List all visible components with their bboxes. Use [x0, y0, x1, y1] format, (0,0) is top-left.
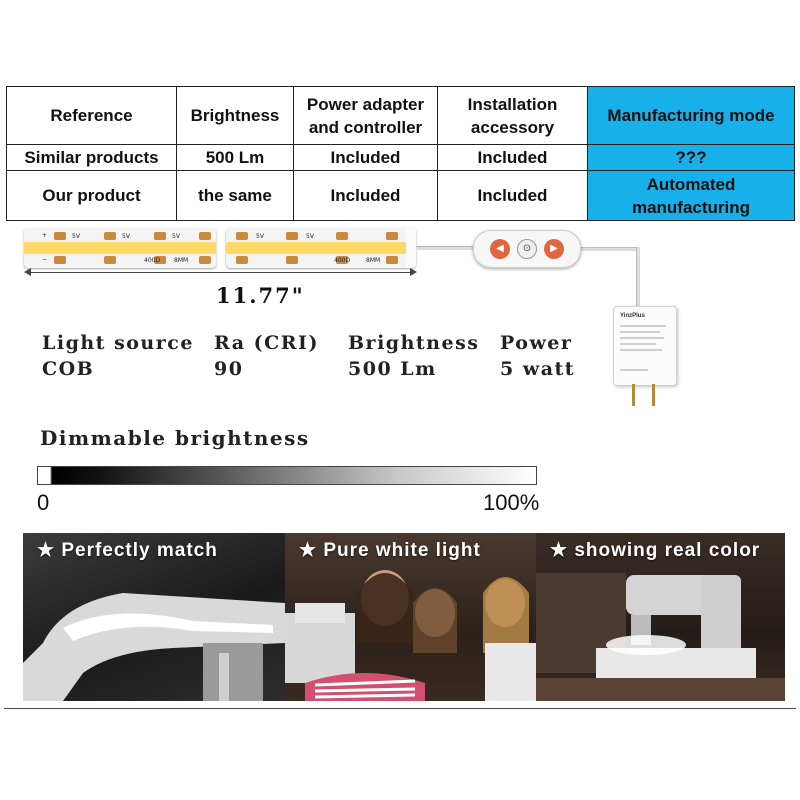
decrease-button[interactable]: ◀	[490, 239, 510, 259]
code-mark: 400D	[334, 257, 351, 264]
solder-pad	[199, 232, 211, 240]
voltage-mark: 5V	[172, 233, 180, 240]
bottom-divider	[4, 708, 796, 709]
solder-pad	[286, 256, 298, 264]
table-header-cell: Power adapter and controller	[294, 87, 438, 145]
solder-pad	[199, 256, 211, 264]
table-row	[7, 171, 795, 221]
arrow-left-icon	[24, 268, 31, 276]
arrow-right-icon	[410, 268, 417, 276]
voltage-mark: 5V	[306, 233, 314, 240]
photo-caption: showing real color	[574, 540, 761, 561]
table-cell: Automated manufacturing	[588, 171, 795, 221]
width-mark: 8MM	[366, 257, 381, 264]
solder-pad	[104, 256, 116, 264]
voltage-mark: 5V	[256, 233, 264, 240]
spec-value-cri: 90	[214, 358, 244, 380]
solder-pad	[104, 232, 116, 240]
table-cell: 500 Lm	[177, 145, 294, 171]
length-dimension-line	[28, 272, 414, 273]
voltage-mark: 5V	[72, 233, 80, 240]
solder-pad	[386, 256, 398, 264]
spec-label-light-source: Light source	[42, 332, 194, 354]
star-icon: ★	[299, 540, 318, 561]
strip-length: 11.77"	[216, 283, 305, 308]
spec-value-brightness: 500 Lm	[348, 358, 437, 380]
controller-cable	[579, 247, 637, 251]
brightness-gradient-bar	[37, 466, 537, 485]
plug-prong	[652, 384, 655, 406]
led-band	[226, 242, 416, 254]
label-line	[620, 331, 660, 333]
width-mark: 8MM	[174, 257, 189, 264]
table-cell: Included	[438, 145, 588, 171]
spec-label-brightness: Brightness	[348, 332, 480, 354]
table-cell: ???	[588, 145, 795, 171]
led-band	[24, 242, 216, 254]
strip-end-cap	[406, 228, 416, 268]
led-strip-segment	[226, 228, 416, 268]
power-adapter	[613, 306, 677, 386]
led-strip-segment	[24, 228, 216, 268]
label-line	[620, 325, 666, 327]
solder-pad	[54, 256, 66, 264]
table-cell: Included	[294, 145, 438, 171]
solder-pad	[386, 232, 398, 240]
star-icon: ★	[550, 540, 569, 561]
table-header-cell: Installation accessory	[438, 87, 588, 145]
label-line	[620, 343, 656, 345]
table-row	[7, 145, 795, 171]
plus-mark: +	[42, 232, 48, 239]
spec-value-light-source: COB	[42, 358, 95, 380]
strip-cable	[416, 246, 474, 250]
code-mark: 400D	[144, 257, 161, 264]
plug-prong	[632, 384, 635, 406]
photo-caption: Pure white light	[323, 540, 481, 561]
label-line	[620, 337, 664, 339]
photo-caption: Perfectly match	[61, 540, 218, 561]
adapter-brand: YinzPlus	[620, 313, 645, 319]
spec-value-power: 5 watt	[500, 358, 576, 380]
dimming-max-label: 100%	[483, 490, 540, 515]
solder-pad	[236, 232, 248, 240]
adapter-cable	[636, 247, 640, 307]
spec-label-cri: Ra (CRI)	[214, 332, 319, 354]
minus-mark: −	[42, 256, 48, 263]
solder-pad	[236, 256, 248, 264]
comparison-table	[6, 86, 795, 221]
voltage-mark: 5V	[122, 233, 130, 240]
dimming-min-label: 0	[37, 490, 50, 515]
table-cell: Our product	[7, 171, 177, 221]
table-header-cell: Brightness	[177, 87, 294, 145]
photo-pure-white-light	[285, 533, 536, 701]
table-header-cell: Reference	[7, 87, 177, 145]
dimmer-controller[interactable]	[473, 230, 581, 268]
table-header-cell: Manufacturing mode	[588, 87, 795, 145]
label-line	[620, 369, 648, 371]
star-icon: ★	[37, 540, 56, 561]
table-header-row	[7, 87, 795, 145]
power-button[interactable]: ⊙	[517, 239, 537, 259]
solder-pad	[286, 232, 298, 240]
table-cell: Included	[294, 171, 438, 221]
table-cell: the same	[177, 171, 294, 221]
table-cell: Similar products	[7, 145, 177, 171]
label-line	[620, 349, 662, 351]
increase-button[interactable]: ▶	[544, 239, 564, 259]
spec-label-power: Power	[500, 332, 573, 354]
solder-pad	[154, 232, 166, 240]
table-cell: Included	[438, 171, 588, 221]
dimming-title: Dimmable brightness	[40, 426, 310, 450]
solder-pad	[54, 232, 66, 240]
photo-showing-real-color	[536, 533, 785, 701]
solder-pad	[336, 232, 348, 240]
photo-perfect-match	[23, 533, 285, 701]
